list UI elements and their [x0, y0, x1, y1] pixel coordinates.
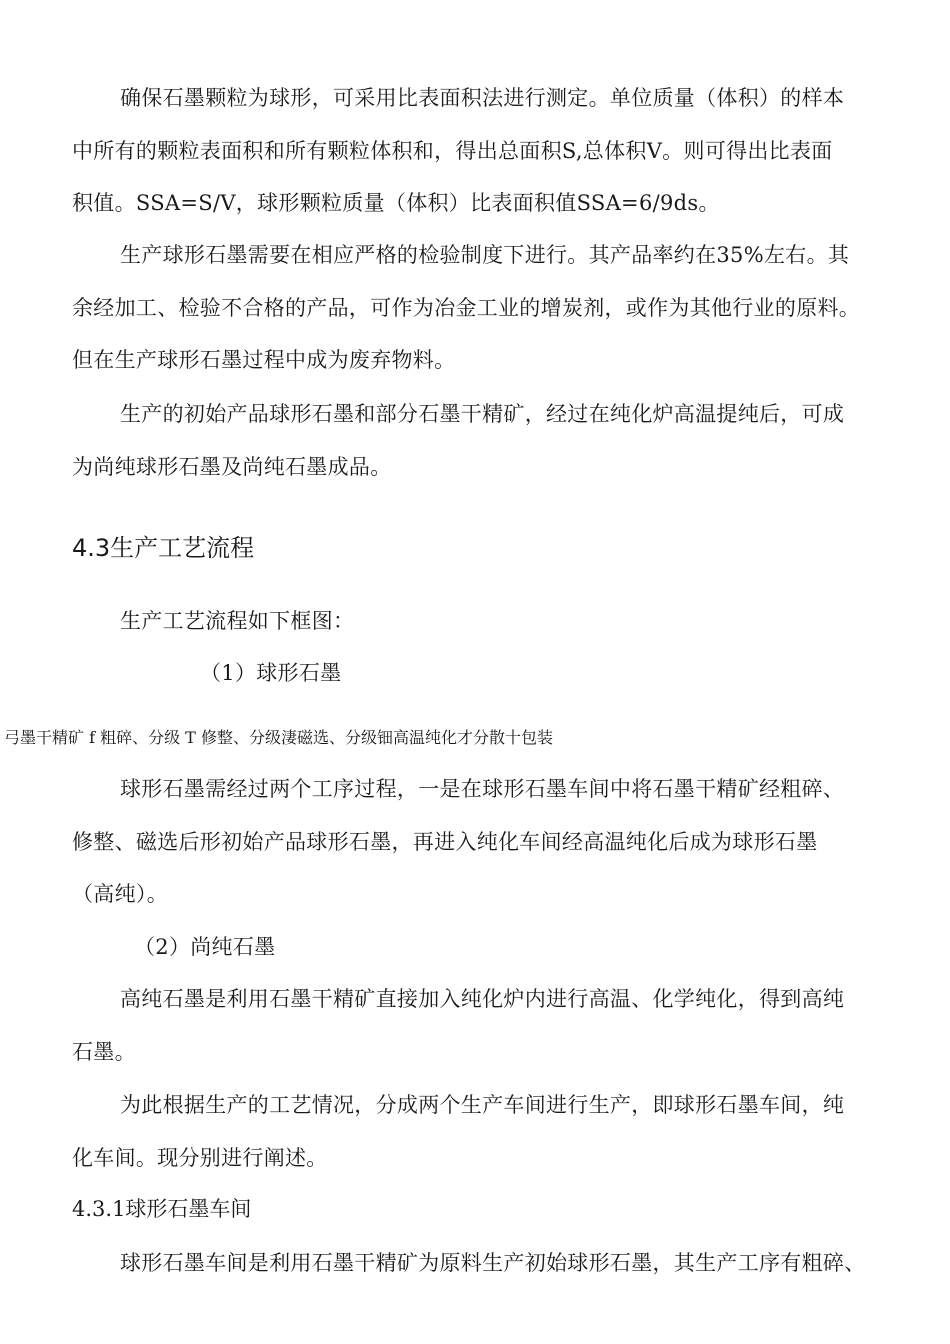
paragraph-line: 石墨。 [72, 1040, 136, 1064]
paragraph-line: 余经加工、检验不合格的产品，可作为冶金工业的增炭剂，或作为其他行业的原料。 [72, 296, 861, 320]
paragraph-line: 球形石墨车间是利用石墨干精矿为原料生产初始球形石墨，其生产工序有粗碎、 [120, 1251, 866, 1275]
paragraph-line: 为尚纯球形石墨及尚纯石墨成品。 [72, 455, 392, 479]
list-item-label: （2）尚纯石墨 [134, 935, 276, 959]
paragraph-line: 生产球形石墨需要在相应严格的检验制度下进行。其产品率约在35%左右。其 [120, 243, 850, 267]
paragraph-line: 为此根据生产的工艺情况，分成两个生产车间进行生产，即球形石墨车间，纯 [120, 1093, 845, 1117]
subsection-heading: 4.3.1球形石墨车间 [72, 1197, 252, 1221]
paragraph-line: 生产的初始产品球形石墨和部分石墨干精矿，经过在纯化炉高温提纯后，可成 [120, 402, 845, 426]
paragraph-line: 生产工艺流程如下框图： [120, 609, 355, 633]
paragraph-line: 高纯石墨是利用石墨干精矿直接加入纯化炉内进行高温、化学纯化，得到高纯 [120, 987, 845, 1011]
paragraph-line: 修整、磁选后形初始产品球形石墨，再进入纯化车间经高温纯化后成为球形石墨 [72, 830, 818, 854]
paragraph-line: 积值。SSA=S/V，球形颗粒质量（体积）比表面积值SSA=6/9ds。 [72, 191, 720, 215]
paragraph-line: 化车间。现分别进行阐述。 [72, 1146, 328, 1170]
paragraph-line: 确保石墨颗粒为球形，可采用比表面积法进行测定。单位质量（体积）的样本 [120, 86, 845, 110]
list-item-label: （1）球形石墨 [200, 661, 342, 685]
paragraph-line: （高纯）。 [72, 882, 168, 906]
section-heading: 4.3生产工艺流程 [72, 534, 255, 562]
paragraph-line: 球形石墨需经过两个工序过程，一是在球形石墨车间中将石墨干精矿经粗碎、 [120, 777, 845, 801]
paragraph-line: 但在生产球形石墨过程中成为废弃物料。 [72, 348, 456, 372]
paragraph-line: 中所有的颗粒表面积和所有颗粒体积和，得出总面积S,总体积V。则可得出比表面 [72, 139, 833, 163]
process-flow-line: 弓墨干精矿 f 粗碎、分级 T 修整、分级淒磁选、分级钿高温纯化才分散十包装 [4, 728, 553, 747]
